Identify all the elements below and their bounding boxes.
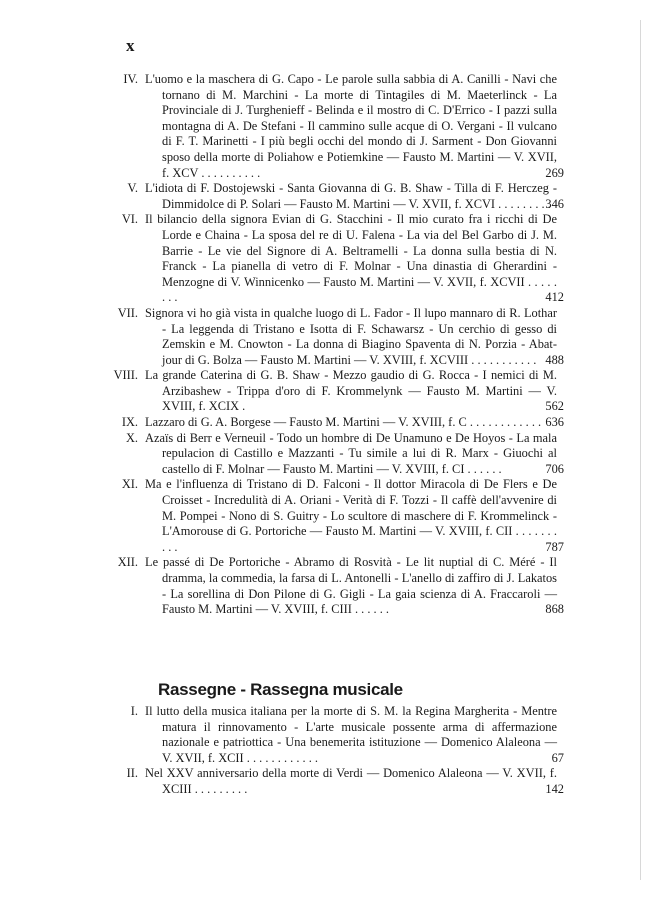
entry-page: 412 xyxy=(545,290,564,305)
entry-text: Signora vi ho già vista in qualche luogo di L. Fador - Il lupo mannaro di R. Lothar - La leggenda di Tristano e Isotta di F. Schawarsz - Un cerchio di gesso di Zemskin e M. Cnowton - La donna di Biagino Spaventa di N. Porzia - Abat-jour di G. Bolza — Fausto M. Martini — V. XVIII, f. XCVIII . . . . . . . . . . . xyxy=(145,305,557,367)
toc-entry-xii xyxy=(0,555,650,617)
entry-numeral: VIII. xyxy=(113,368,138,383)
entry-page: 636 xyxy=(545,415,564,430)
entry-page: 142 xyxy=(545,781,564,796)
entry-page: 346 xyxy=(545,196,564,211)
entry-text: L'uomo e la maschera di G. Capo - Le parole sulla sabbia di A. Canilli - Navi che tornano di M. Marchini - La morte di Tintagiles di M. Maeterlinck - La Provinciale di J. Turghenieff - Belinda e il mostro di C. D'Errico - I pazzi sulla montagna di A. De Stefani - Il cammino sulle acque di O. Vergani - Il vulcano di F. T. Marinetti - I più begli occhi del mondo di J. Sarment - Don Giovanni sposo della morte di Poliahow e Potiemkine — Fausto M. Martini — V. XVII, f. XCV . . . . . . . . . . xyxy=(145,72,557,180)
entry-numeral: X. xyxy=(125,430,138,445)
section-entry-i xyxy=(0,704,650,766)
entry-numeral: I. xyxy=(130,704,138,718)
section-entry-ii xyxy=(0,766,650,797)
entry-numeral: V. xyxy=(127,181,138,196)
entry-page: 787 xyxy=(545,539,564,554)
section-title: Rassegne - Rassegna musicale xyxy=(158,680,403,699)
entry-numeral: VII. xyxy=(117,305,138,320)
entry-page: 67 xyxy=(551,750,564,765)
entry-page: 269 xyxy=(545,165,564,180)
entry-numeral: VI. xyxy=(121,212,138,227)
entry-numeral: IX. xyxy=(121,415,138,430)
entry-numeral: XI. xyxy=(121,477,138,492)
toc-entry-v xyxy=(0,181,650,212)
entry-text: Ma e l'influenza di Tristano di D. Falconi - Il dottor Miracola di De Flers e De Croisset - Incredulità di A. Oriani - Verità di F. Tozzi - Il caffè dell'avvenire di M. Pompei - Nono di S. Guitry - Lo scultore di maschere di F. Krommelinck - L'Amorouse di G. Portoriche — Fausto M. Martini — V. XVIII, f. CII . . . . . . . . . . xyxy=(145,477,557,554)
entry-page: 706 xyxy=(545,461,564,476)
entry-page: 488 xyxy=(545,352,564,367)
entry-text: Lazzaro di G. A. Borgese — Fausto M. Martini — V. XVIII, f. C . . . . . . . . . . . . xyxy=(145,415,542,430)
entry-numeral: XII. xyxy=(117,555,138,570)
toc-entry-iv xyxy=(0,72,650,181)
toc-entry-x xyxy=(0,431,650,478)
table-of-contents xyxy=(0,72,650,618)
entry-numeral: IV. xyxy=(123,72,138,86)
toc-entry-vii xyxy=(0,306,650,368)
entry-numeral: II. xyxy=(126,766,138,781)
toc-entry-vi xyxy=(0,212,650,306)
toc-entry-viii xyxy=(0,368,650,415)
entry-text: L'idiota di F. Dostojewski - Santa Giovanna di G. B. Shaw - Tilla di F. Herczeg - Dimmidolce di P. Solari — Fausto M. Martini — V. XVII, f. XCVI . . . . . . . . . xyxy=(145,181,557,211)
entry-text: Nel XXV anniversario della morte di Verdi — Domenico Alaleona — V. XVII, f. XCIII . . . . . . . . . xyxy=(145,766,557,796)
section-contents xyxy=(0,704,650,798)
entry-page: 868 xyxy=(545,602,564,617)
entry-text: Il bilancio della signora Evian di G. Stacchini - Il mio curato fra i ricchi di De Lorde e Chaina - La sposa del re di U. Falena - La via del Bel Garbo di J. M. Barrie - Le vie del Signore di A. Beltramelli - La donna sulla bestia di N. Franck - La pianella di vetro di F. Molnar - Una dinastia di Gherardini - Menzogne di V. Winnicenko — Fausto M. Martini — V. XVII, f. XCVII . . . . . . . . xyxy=(145,212,557,305)
toc-entry-xi xyxy=(0,477,650,555)
page-number: x xyxy=(126,36,135,55)
entry-text: La grande Caterina di G. B. Shaw - Mezzo gaudio di G. Rocca - I nemici di M. Arzibashew - Trippa d'oro di F. Krommelynk — Fausto M. Martini — V. XVIII, f. XCIX . xyxy=(145,368,557,414)
toc-entry-ix xyxy=(0,415,650,431)
entry-text: Il lutto della musica italiana per la morte di S. M. la Regina Margherita - Mentre matura il rinnovamento - L'arte musicale possente arma di affermazione nazionale e patriottica - Una benemerita istituzione — Domenico Alaleona — V. XVII, f. XCII . . . . . . . . . . . . xyxy=(145,704,557,765)
entry-text: Le passé di De Portoriche - Abramo di Rosvità - Le lit nuptial di C. Méré - Il dramma, la commedia, la farsa di L. Antonelli - L'anello di zaffiro di J. Lakatos - La sorellina di Don Pilone di G. Gigli - La gaia scienza di A. Fraccaroli — Fausto M. Martini — V. XVIII, f. CIII . . . . . . xyxy=(145,555,557,617)
entry-text: Azaïs di Berr e Verneuil - Todo un hombre di De Unamuno e De Hoyos - La mala repulacion di Castillo e Mazzanti - Tu simile a lui di R. Marx - Giuochi al castello di F. Molnar — Fausto M. Martini — V. XVIII, f. CI . . . . . . xyxy=(145,430,557,476)
entry-page: 562 xyxy=(545,399,564,414)
